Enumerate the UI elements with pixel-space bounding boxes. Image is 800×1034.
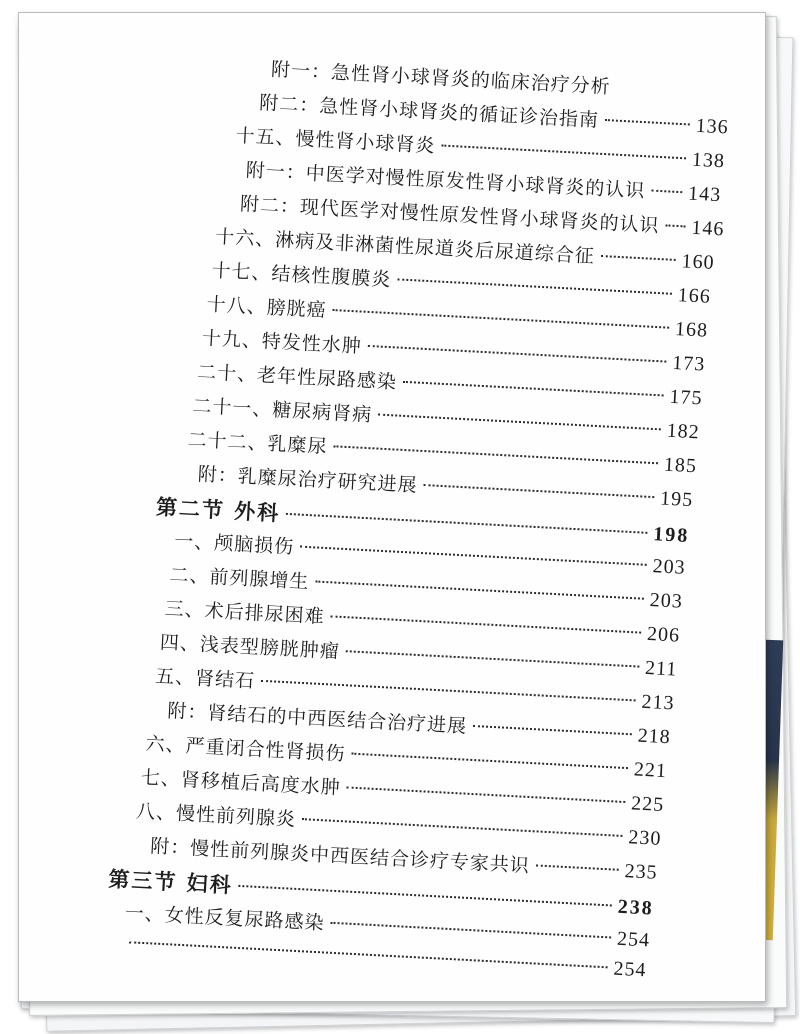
dot-leader — [346, 650, 639, 667]
toc-entry-page: 213 — [640, 690, 676, 715]
toc-entry-page: 238 — [617, 895, 655, 920]
dot-leader — [424, 484, 655, 498]
toc-entry-title: 十六、淋病及非淋菌性尿道炎后尿道综合征 — [214, 225, 596, 268]
toc-entry-page: 230 — [627, 826, 662, 850]
toc-entry-page: 211 — [644, 656, 678, 681]
toc-entry-page: 168 — [674, 318, 709, 342]
dot-leader — [378, 414, 661, 431]
toc-entry-page: 146 — [690, 216, 725, 241]
toc-entry-title: 附二：现代医学对慢性原发性肾小球肾炎的认识 — [239, 193, 661, 238]
toc-entry-title: 附二：急性肾小球肾炎的循证诊治指南 — [258, 91, 600, 132]
toc-entry-title: 六、严重闭合性肾损伤 — [145, 732, 346, 766]
toc-entry-page: 198 — [652, 523, 690, 547]
toc-entry-page: 225 — [630, 792, 665, 817]
toc-page — [18, 12, 766, 1002]
dot-leader — [286, 513, 647, 534]
toc-entry-title: 附：乳糜尿治疗研究进展 — [197, 463, 419, 497]
dot-leader — [333, 445, 658, 464]
toc-entry-page: 221 — [633, 758, 668, 783]
toc-entry-page: 195 — [659, 487, 694, 512]
toc-entry-title: 八、慢性前列腺炎 — [135, 800, 297, 831]
toc-entry-title: 一、颅脑损伤 — [173, 530, 295, 559]
toc-entry-title: 二十、老年性尿路感染 — [196, 361, 398, 394]
toc-entry-page: 160 — [681, 250, 716, 274]
dot-leader — [601, 255, 676, 261]
dot-leader — [397, 278, 672, 294]
toc-entry-page: 136 — [695, 114, 730, 139]
toc-entry-title: 二、前列腺增生 — [168, 563, 310, 594]
dot-leader — [331, 922, 612, 939]
dot-leader — [331, 615, 642, 633]
toc-entry-page: 182 — [666, 419, 701, 444]
dot-leader — [261, 680, 636, 702]
toc-entry-page: 143 — [687, 182, 722, 207]
toc-entry-title: 第三节 妇科 — [107, 866, 234, 898]
dot-leader — [536, 864, 619, 870]
toc-entry-title: 十九、特发性水肿 — [201, 327, 363, 358]
dot-leader — [302, 818, 623, 837]
toc-entry-title: 一、女性反复尿路感染 — [124, 902, 326, 935]
toc-entry-title: 二十一、糖尿病肾病 — [191, 394, 373, 427]
toc-entry-title: 十七、结核性腹膜炎 — [210, 259, 392, 292]
dot-leader — [368, 345, 667, 363]
toc-entry-page: 166 — [677, 284, 712, 308]
toc-entry-page: 235 — [624, 860, 659, 884]
dot-leader — [300, 546, 647, 566]
toc-entry-page: 185 — [663, 453, 698, 478]
table-of-contents — [18, 12, 766, 1002]
dot-leader — [473, 725, 632, 735]
toc-entry-title: 三、术后排尿困难 — [164, 597, 326, 629]
toc-entry-title: 十八、膀胱癌 — [206, 293, 328, 322]
toc-entry-page: 138 — [691, 148, 726, 173]
toc-entry-page: 206 — [646, 622, 681, 647]
toc-entry-page: 203 — [652, 555, 687, 579]
toc-entry-page: 203 — [649, 589, 684, 613]
dot-leader — [441, 145, 686, 160]
toc-entry-title: 附：慢性前列腺炎中西医结合诊疗专家共识 — [149, 835, 531, 878]
toc-entry-title: 七、肾移植后高度水肿 — [140, 766, 342, 800]
dot-leader — [403, 381, 664, 397]
toc-entry-title: 附：肾结石的中西医结合治疗进展 — [166, 699, 468, 738]
toc-entry-title: 附一：急性肾小球肾炎的临床治疗分析 — [270, 58, 612, 99]
toc-entry-title: 十五、慢性肾小球肾炎 — [235, 124, 436, 158]
dot-leader — [333, 309, 670, 329]
toc-entry-page: 173 — [671, 351, 706, 376]
toc-entry-page: 218 — [637, 724, 672, 749]
toc-entry-title: 五、肾结石 — [154, 665, 256, 693]
dot-leader — [351, 753, 628, 769]
toc-entry-page: 254 — [612, 957, 648, 982]
toc-entry-title: 四、浅表型膀胱肿瘤 — [159, 631, 341, 663]
dot-leader — [651, 190, 682, 194]
dot-leader — [347, 786, 626, 803]
toc-entry-title: 二十二、乳糜尿 — [187, 428, 329, 458]
toc-entry-page: 175 — [668, 385, 704, 410]
toc-entry-page: 254 — [616, 927, 651, 952]
toc-entry-title: 第二节 外科 — [155, 494, 281, 526]
dot-leader — [239, 885, 612, 907]
dot-leader — [605, 119, 690, 125]
dot-leader — [315, 581, 644, 600]
toc-entry-title: 附一：中医学对慢性原发性肾小球肾炎的认识 — [245, 159, 646, 203]
dot-leader — [665, 224, 685, 227]
